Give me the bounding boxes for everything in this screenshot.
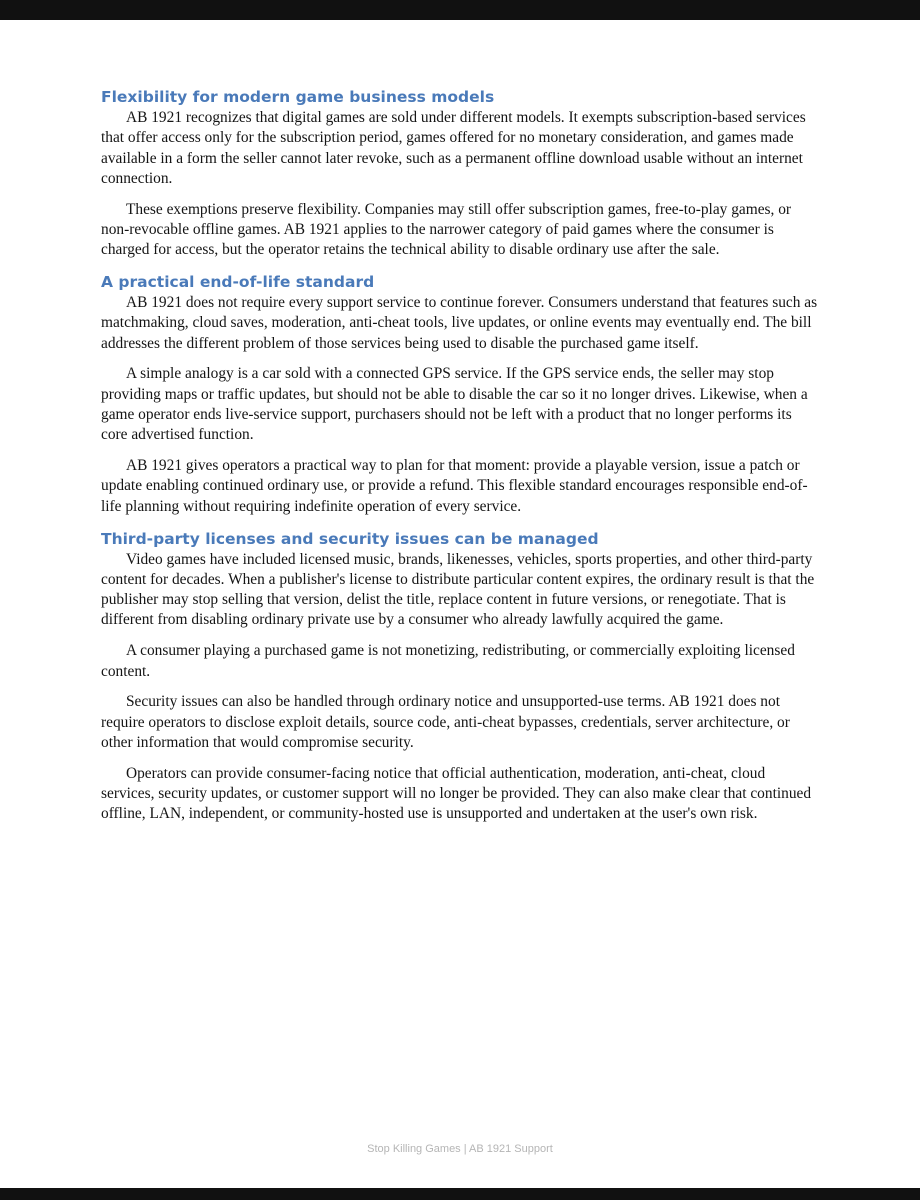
paragraph: Operators can provide consumer-facing notice that official authentication, moderation, anti-cheat, cloud services, security updates, or customer support will no longer be provided. They can also make clear that continued offline, LAN, independent, or community-hosted use is unsupported and undertaken at the user's own risk. — [101, 764, 812, 823]
paragraph: Video games have included licensed music, brands, likenesses, vehicles, sports properties, and other third-party content for decades. When a publisher's license to distribute particular content expires, the ordinary result is that the publisher may stop selling that version, delist the title, replace content in future versions, or renegotiate. That is different from disabling ordinary private use by a consumer who already lawfully acquired the game. — [101, 550, 815, 629]
section-flexibility — [101, 86, 819, 261]
bottom-frame-bar — [0, 1188, 920, 1200]
section-heading: A practical end-of-life standard — [101, 273, 375, 292]
section-heading: Flexibility for modern game business models — [101, 88, 495, 106]
section-end-of-life — [101, 271, 819, 517]
paragraph: AB 1921 gives operators a practical way to plan for that moment: provide a playable version, issue a patch or update enabling continued ordinary use, or provide a refund. This flexible standard encourages responsible end-of-life planning without requiring indefinite operation of every service. — [101, 457, 808, 515]
document-page — [101, 86, 819, 835]
top-frame-bar — [0, 0, 920, 20]
paragraph: AB 1921 recognizes that digital games are sold under different models. It exempts subscription-based services that offer access only for the subscription period, games offered for no monetary consideration, and games made available in a form the seller cannot later revoke, such as a permanent offline download usable without an internet connection. — [101, 109, 806, 187]
paragraph: AB 1921 does not require every support service to continue forever. Consumers understand that features such as matchmaking, cloud saves, moderation, anti-cheat tools, live updates, or online events may eventually end. The bill addresses the different problem of those services being used to disable the purchased game itself. — [101, 294, 818, 352]
paragraph: A simple analogy is a car sold with a connected GPS service. If the GPS service ends, the seller may stop providing maps or traffic updates, but should not be able to disable the car so it no longer drives. Likewise, when a game operator ends live-service support, purchasers should not be left with a product that no longer performs its core advertised function. — [101, 365, 808, 444]
section-heading: Third-party licenses and security issues can be managed — [101, 529, 599, 548]
paragraph: These exemptions preserve flexibility. Companies may still offer subscription games, free-to-play games, or non-revocable offline games. AB 1921 applies to the narrower category of paid games where the consumer is charged for access, but the operator retains the technical ability to disable ordinary use after the sale. — [101, 200, 792, 259]
page-footer: Stop Killing Games | AB 1921 Support — [367, 1143, 553, 1155]
paragraph: Security issues can also be handled through ordinary notice and unsupported-use terms. AB 1921 does not require operators to disclose exploit details, source code, anti-cheat bypasses, credentials, server architecture, or other information that would compromise security. — [101, 693, 790, 751]
section-third-party-licenses — [101, 528, 819, 825]
paragraph: A consumer playing a purchased game is not monetizing, redistributing, or commercially exploiting licensed content. — [101, 642, 795, 680]
